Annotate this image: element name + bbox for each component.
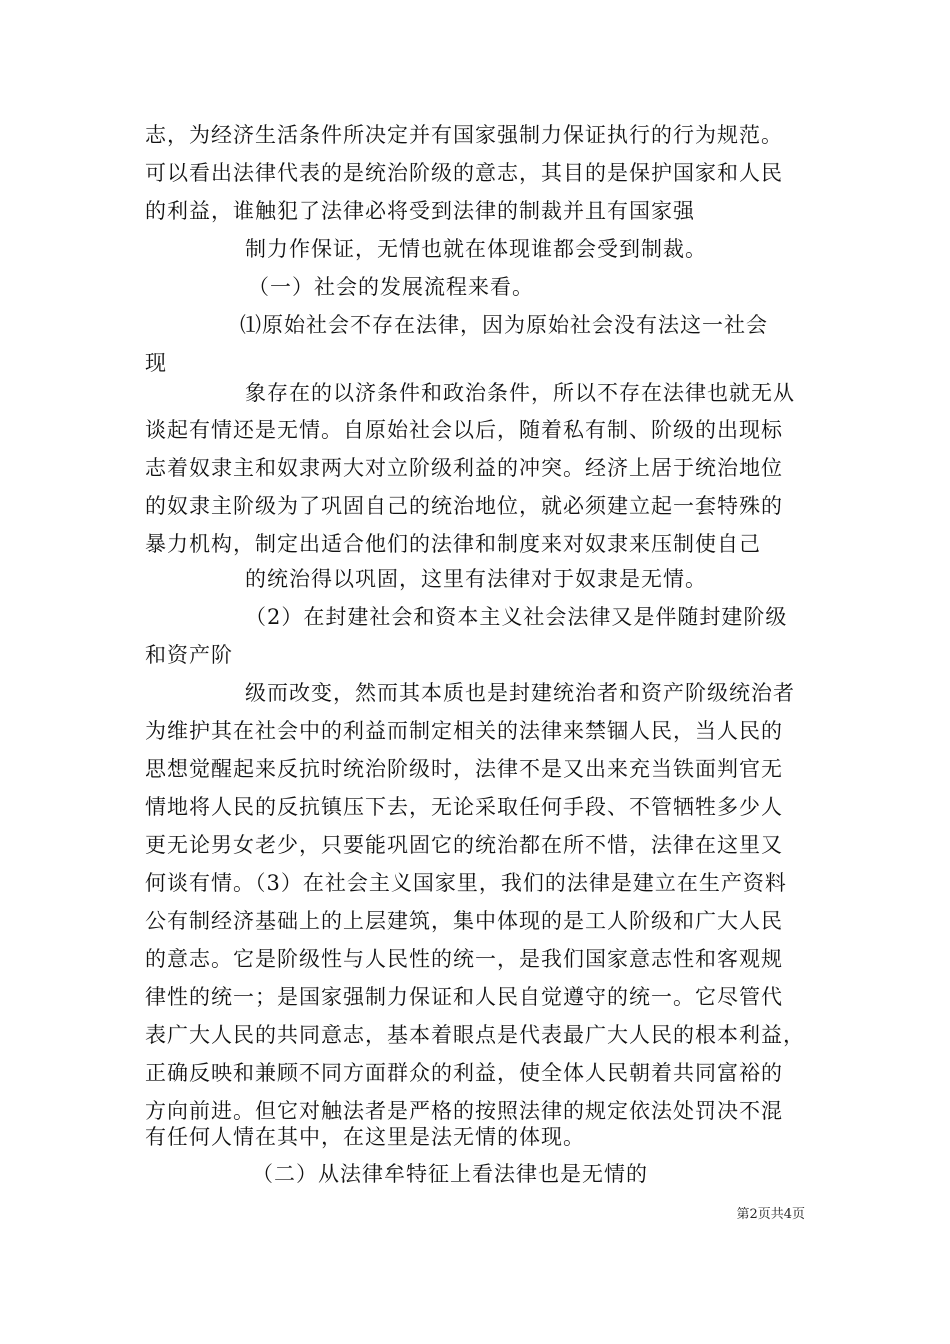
text-line: 的统治得以巩固，这里有法律对于奴隶是无情。 — [245, 567, 707, 591]
page-number: 第2页共4页 — [736, 1207, 805, 1222]
text-line: 方向前进。但它对触法者是严格的按照法律的规定依法处罚决不混 — [145, 1099, 783, 1123]
text-line: ⑴原始社会不存在法律，因为原始社会没有法这一社会 — [240, 313, 768, 337]
text-line: 有任何人情在其中，在这里是法无情的体现。 — [145, 1125, 585, 1149]
text-line: 的意志。它是阶级性与人民性的统一，是我们国家意志性和客观规 — [145, 947, 783, 971]
text-line: 思想觉醒起来反抗时统治阶级时，法律不是又出来充当铁面判官无 — [145, 757, 783, 781]
text-line: 制力作保证，无情也就在体现谁都会受到制裁。 — [245, 237, 707, 261]
text-line: 正确反映和兼顾不同方面群众的利益，使全体人民朝着共同富裕的 — [145, 1061, 783, 1085]
text-line: 为维护其在社会中的利益而制定相关的法律来禁锢人民，当人民的 — [145, 719, 783, 743]
text-line: 表广大人民的共同意志，基本着眼点是代表最广大人民的根本利益， — [145, 1023, 805, 1047]
text-line: 情地将人民的反抗镇压下去，无论采取任何手段、不管牺牲多少人 — [145, 795, 783, 819]
text-line: 公有制经济基础上的上层建筑，集中体现的是工人阶级和广大人民 — [145, 909, 783, 933]
text-line: 谈起有情还是无情。自原始社会以后，随着私有制、阶级的出现标 — [145, 418, 783, 442]
text-line: 可以看出法律代表的是统治阶级的意志，其目的是保护国家和人民 — [145, 161, 783, 185]
text-line: 象存在的以济条件和政治条件，所以不存在法律也就无从 — [245, 381, 795, 405]
text-line: 的利益，谁触犯了法律必将受到法律的制裁并且有国家强 — [145, 199, 695, 223]
text-line: （2）在封建社会和资本主义社会法律又是伴随封建阶级 — [245, 605, 788, 629]
text-line: 的奴隶主阶级为了巩固自己的统治地位，就必须建立起一套特殊的 — [145, 494, 783, 518]
text-line: 暴力机构，制定出适合他们的法律和制度来对奴隶来压制使自己 — [145, 532, 761, 556]
text-line: 律性的统一；是国家强制力保证和人民自觉遵守的统一。它尽管代 — [145, 985, 783, 1009]
text-line: 志着奴隶主和奴隶两大对立阶级利益的冲突。经济上居于统治地位 — [145, 456, 783, 480]
section-heading: （一）社会的发展流程来看。 — [248, 275, 534, 299]
text-line: 级而改变，然而其本质也是封建统治者和资产阶级统治者 — [245, 681, 795, 705]
section-heading: （二）从法律牟特征上看法律也是无情的 — [252, 1162, 648, 1186]
text-line: 更无论男女老少，只要能巩固它的统治都在所不惜，法律在这里又 — [145, 833, 783, 857]
text-line: 现 — [145, 351, 167, 375]
text-line: 何谈有情。（3）在社会主义国家里，我们的法律是建立在生产资料 — [145, 871, 787, 895]
text-line: 志，为经济生活条件所决定并有国家强制力保证执行的行为规范。 — [145, 123, 783, 147]
text-line: 和资产阶 — [145, 643, 233, 667]
